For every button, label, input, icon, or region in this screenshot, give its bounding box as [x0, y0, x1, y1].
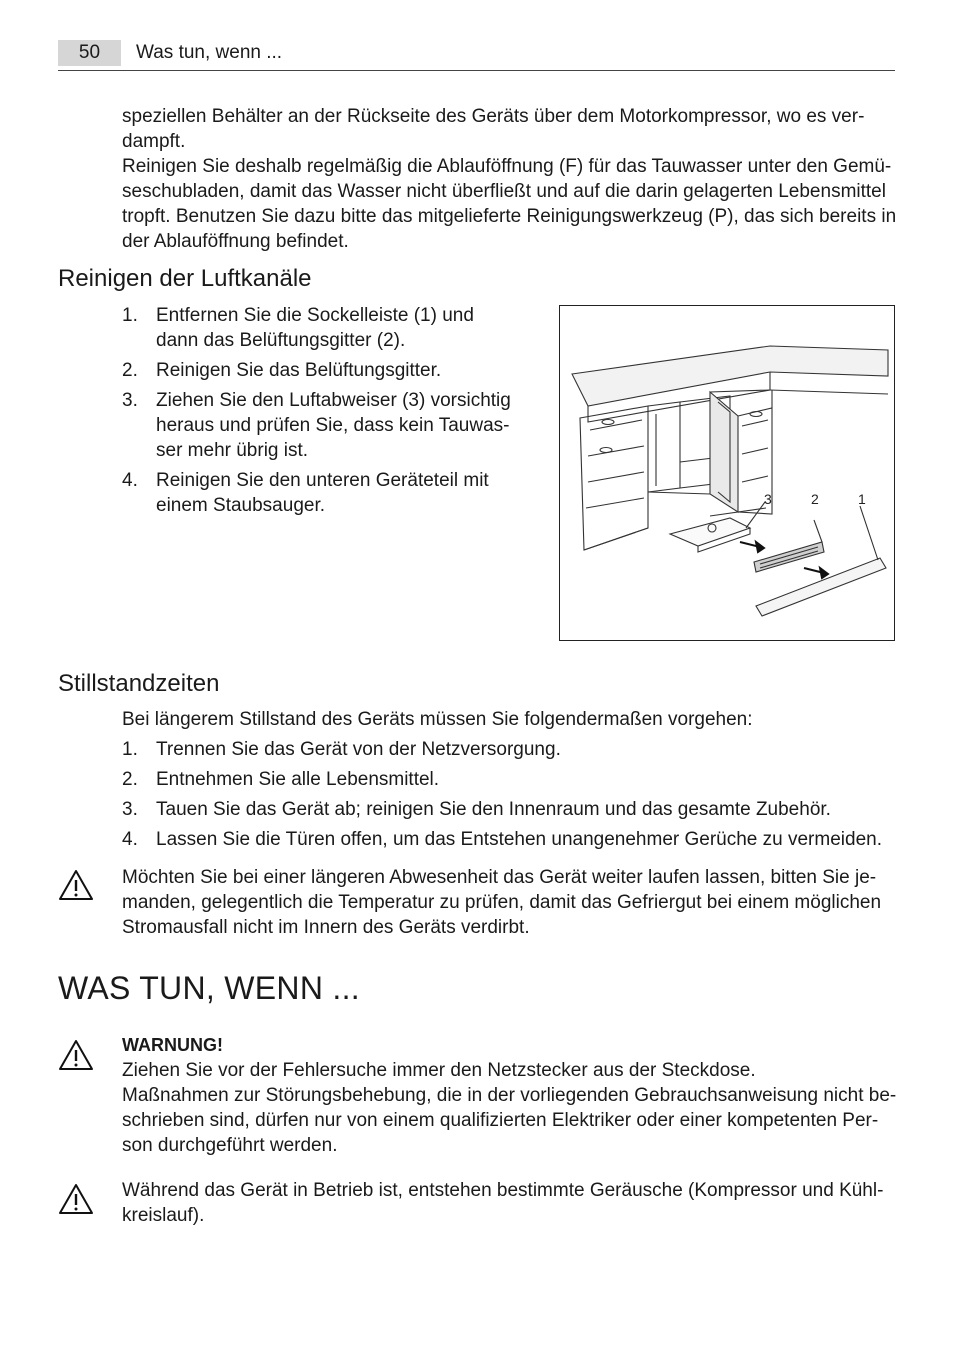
- text-line: Reinigen Sie deshalb regelmäßig die Ablauföffnung (F) für das Tauwasser unter den Gemü-: [122, 156, 892, 177]
- step-text: Reinigen Sie das Belüftungsgitter.: [156, 360, 442, 381]
- step-text: dann das Belüftungsgitter (2).: [156, 330, 406, 351]
- list-item: [122, 388, 522, 463]
- step-text: ser mehr übrig ist.: [156, 440, 309, 461]
- warning-block: [122, 1033, 897, 1158]
- callout-label-2: 2: [811, 491, 819, 507]
- step-text: Trennen Sie das Gerät von der Netzversorgung.: [156, 739, 561, 760]
- step-text: Ziehen Sie den Luftabweiser (3) vorsichtig: [156, 390, 511, 411]
- text-line: Möchten Sie bei einer längeren Abwesenheit das Gerät weiter laufen lassen, bitten Sie je-: [122, 867, 877, 888]
- text-line: der Ablauföffnung befindet.: [122, 231, 349, 252]
- running-header-title: Was tun, wenn ...: [136, 42, 283, 63]
- header-divider: [58, 70, 895, 71]
- list-item: [122, 737, 892, 762]
- step-number: 2.: [122, 769, 138, 790]
- text-line: Maßnahmen zur Störungsbehebung, die in der vorliegenden Gebrauchsanweisung nicht be-: [122, 1085, 897, 1106]
- step-number: 3.: [122, 390, 138, 411]
- list-item: [122, 468, 522, 518]
- step-number: 2.: [122, 360, 138, 381]
- step-text: Lassen Sie die Türen offen, um das Entstehen unangenehmer Gerüche zu vermeiden.: [156, 829, 882, 850]
- text-line: Stromausfall nicht im Innern des Geräts verdirbt.: [122, 917, 530, 938]
- text-line: tropft. Benutzen Sie dazu bitte das mitgelieferte Reinigungswerkzeug (P), das sich bereits in: [122, 206, 897, 227]
- intro-paragraph: [122, 104, 897, 254]
- text-line: Während das Gerät in Betrieb ist, entstehen bestimmte Geräusche (Kompressor und Kühl-: [122, 1180, 884, 1201]
- warning-triangle-icon: [58, 869, 94, 901]
- text-line: seschubladen, damit das Wasser nicht überfließt und auf die darin gelagerten Lebensmittel: [122, 181, 886, 202]
- step-number: 3.: [122, 799, 138, 820]
- step-text: einem Staubsauger.: [156, 495, 326, 516]
- list-item: [122, 797, 892, 822]
- appliance-drawing: [560, 306, 894, 640]
- text-line: speziellen Behälter an der Rückseite des Geräts über dem Motorkompressor, wo es ver-: [122, 106, 865, 127]
- step-text: Reinigen Sie den unteren Geräteteil mit: [156, 470, 489, 491]
- text-line: dampft.: [122, 131, 186, 152]
- text-line: kreislauf).: [122, 1205, 205, 1226]
- callout-label-1: 1: [858, 491, 866, 507]
- warning-triangle-icon: [58, 1183, 94, 1215]
- text-line: manden, gelegentlich die Temperatur zu prüfen, damit das Gefriergut bei einem möglichen: [122, 892, 882, 913]
- stillstand-intro: Bei längerem Stillstand des Geräts müssen Sie folgendermaßen vorgehen:: [122, 709, 753, 730]
- noise-note: [122, 1178, 897, 1228]
- warning-title: WARNUNG!: [122, 1035, 223, 1055]
- caution-note-stillstand: [122, 865, 897, 940]
- step-text: Entfernen Sie die Sockelleiste (1) und: [156, 305, 474, 326]
- ventilation-illustration: [559, 305, 895, 641]
- section-heading-stillstand: Stillstandzeiten: [58, 670, 220, 697]
- step-number: 1.: [122, 305, 138, 326]
- list-item: [122, 358, 522, 383]
- text-line: son durchgeführt werden.: [122, 1135, 338, 1156]
- step-text: Tauen Sie das Gerät ab; reinigen Sie den Innenraum und das gesamte Zubehör.: [156, 799, 831, 820]
- chapter-heading: WAS TUN, WENN ...: [58, 970, 360, 1006]
- luftkanaele-steps: [122, 303, 522, 523]
- list-item: [122, 303, 522, 353]
- callout-label-3: 3: [764, 491, 772, 507]
- stillstand-steps: [122, 737, 892, 857]
- section-heading-luftkanaele: Reinigen der Luftkanäle: [58, 265, 312, 292]
- step-text: Entnehmen Sie alle Lebensmittel.: [156, 769, 440, 790]
- warning-triangle-icon: [58, 1039, 94, 1071]
- text-line: Ziehen Sie vor der Fehlersuche immer den Netzstecker aus der Steckdose.: [122, 1060, 756, 1081]
- text-line: schrieben sind, dürfen nur von einem qualifizierten Elektriker oder einer kompetenten Per-: [122, 1110, 879, 1131]
- list-item: [122, 827, 892, 852]
- step-number: 4.: [122, 470, 138, 491]
- step-number: 4.: [122, 829, 138, 850]
- list-item: [122, 767, 892, 792]
- step-number: 1.: [122, 739, 138, 760]
- step-text: heraus und prüfen Sie, dass kein Tauwas-: [156, 415, 510, 436]
- page-number: 50: [58, 40, 121, 66]
